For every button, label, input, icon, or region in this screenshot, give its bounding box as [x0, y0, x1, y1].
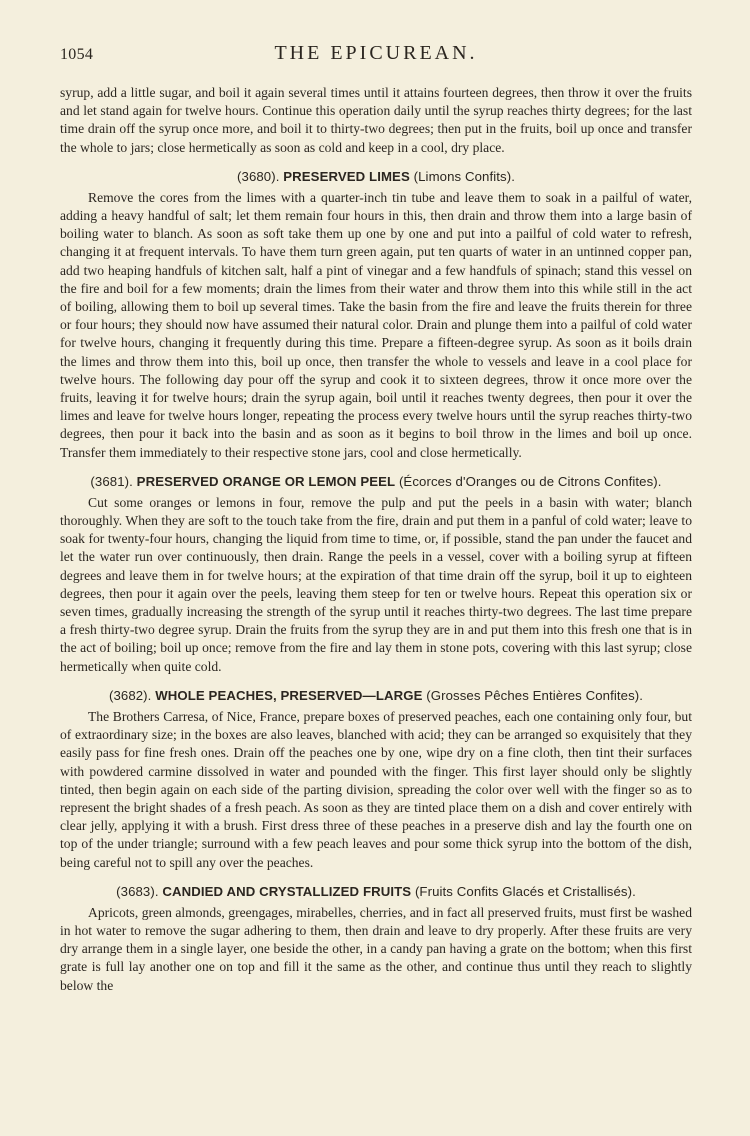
recipe-heading-3681 [60, 474, 692, 489]
recipe-number: (3681). [90, 473, 133, 489]
recipe-body-3683: Apricots, green almonds, greengages, mirabelles, cherries, and in fact all preserved fruits, must first be washed in hot water to remove the sugar adhering to them, then drain and leave to dry properly. After these fruits are very dry arrange them in a single layer, one beside the other, in a candy pan having a grate on the bottom; when this first grate is full lay another one on top and fill it the same as the other, and continue thus until they reach to slightly below the [60, 904, 692, 993]
recipe-number: (3682). [108, 687, 152, 703]
recipe-french-title: (Limons Confits). [413, 168, 515, 184]
recipe-body-3680: Remove the cores from the limes with a quarter-inch tin tube and leave them to soak in a pailful of water, adding a heavy handful of salt; let them remain four hours in this, then drain and throw them into a large basin of boiling water to blanch. As soon as soft take them up one by one and put into a pailful of cold water to refresh, changing it at frequent intervals. To have them turn green again, put ten quarts of water in an untinned copper pan, add two heaping handfuls of kitchen salt, half a pint of vinegar and a few handfuls of spinach; stand this vessel on the fire and boil for a few moments; drain the limes from their water and throw them into this while still in the act of boiling, allowing them to boil up several times. Take the basin from the fire and leave the fruits therein for three or four hours; they should now have assumed their natural color. Drain and plunge them into a pailful of cold water for twelve hours, changing it frequently during this time. Prepare a fifteen-degree syrup. As soon as it boils drain the limes and throw them into this, boil up once, then transfer the whole to vessels and leave in a cool place for twelve hours. The following day pour off the syrup and cook it to sixteen degrees, throw it once more over the fruits, leaving it for twelve hours; drain the syrup again, boil until it reaches twenty degrees, then pour it over the limes and leave for twelve hours longer, repeating the process every twelve hours until the syrup reaches thirty-two degrees, then pour it back into the basin and as soon as it begins to boil throw in the limes and boil up once. Transfer them immediately to their respective stone jars, cool and close hermetically. [60, 189, 692, 460]
recipe-number: (3680). [237, 168, 280, 184]
recipe-body-3682: The Brothers Carresa, of Nice, France, prepare boxes of preserved peaches, each one containing only four, but of extraordinary size; in the boxes are also leaves, blanched with acid; they can be arranged so exquisitely that they easily pass for fine fresh ones. Drain off the peaches one by one, wipe dry on a fine cloth, then tint their surfaces with powdered carmine dissolved in water and pounded with the finger. This first layer should only be slightly tinted, then begin again on each side of the parting division, spreading the color over well with the finger so as to represent the bright shades of a fresh peach. As soon as they are tinted place them on a dish and cover entirely with clear jelly, applying it with a brush. First dress three of these peaches in a preserve dish and lay the fourth one on top of the under triangle; surround with a few peach leaves and pour some thick syrup into the bottom of the dish, being careful not to spill any over the peaches. [60, 708, 692, 870]
recipe-heading-3683 [60, 884, 692, 899]
continuation-paragraph: syrup, add a little sugar, and boil it again several times until it attains fourteen degrees, then throw it over the fruits and let stand again for twelve hours. Continue this operation daily until the syrup reaches thirty degrees; for the last time drain off the syrup once more, and boil it to thirty-two degrees; then put in the fruits, boil up once and transfer the whole to jars; close hermetically as soon as cold and keep in a cool, dry place. [60, 85, 692, 155]
recipe-number: (3683). [116, 883, 159, 899]
recipe-body-3681: Cut some oranges or lemons in four, remove the pulp and put the peels in a basin with water; blanch thoroughly. When they are soft to the touch take from the fire, drain and put them in a panful of cold water; leave to soak for twenty-four hours, changing the liquid from time to time, or, if possible, stand the pan under the faucet and let the water run over continuously, then drain. Range the peels in a vessel, cover with a boiling syrup at fifteen degrees and leave them in for twelve hours; at the expiration of that time drain off the syrup, boil it up to eighteen degrees, then pour it again over the peels, leaving them steep for ten or twelve hours. Repeat this operation six or seven times, gradually increasing the strength of the syrup until it reaches thirty-two degrees. The last time prepare a fresh thirty-two degree syrup. Drain the fruits from the syrup they are in and put them into this fresh one that is in the act of boiling; boil up once; remove from the fire and lay them in stone pots, covering with this last syrup; close hermetically when quite cold. [60, 494, 692, 674]
recipe-heading-3680 [60, 169, 692, 184]
recipe-title: PRESERVED LIMES [283, 168, 410, 184]
recipe-french-title: (Fruits Confits Glacés et Cristallisés). [414, 883, 636, 899]
recipe-title: WHOLE PEACHES, PRESERVED—LARGE [155, 687, 423, 703]
recipe-french-title: (Grosses Pêches Entières Confites). [426, 687, 644, 703]
recipe-heading-3682 [60, 688, 692, 703]
recipe-french-title: (Écorces d'Oranges ou de Citrons Confites). [398, 473, 662, 489]
recipe-title: CANDIED AND CRYSTALLIZED FRUITS [162, 883, 412, 899]
recipe-title: PRESERVED ORANGE OR LEMON PEEL [136, 473, 396, 489]
book-title: THE EPICUREAN. [274, 42, 478, 64]
running-head [60, 40, 692, 74]
page-number: 1054 [60, 46, 94, 63]
